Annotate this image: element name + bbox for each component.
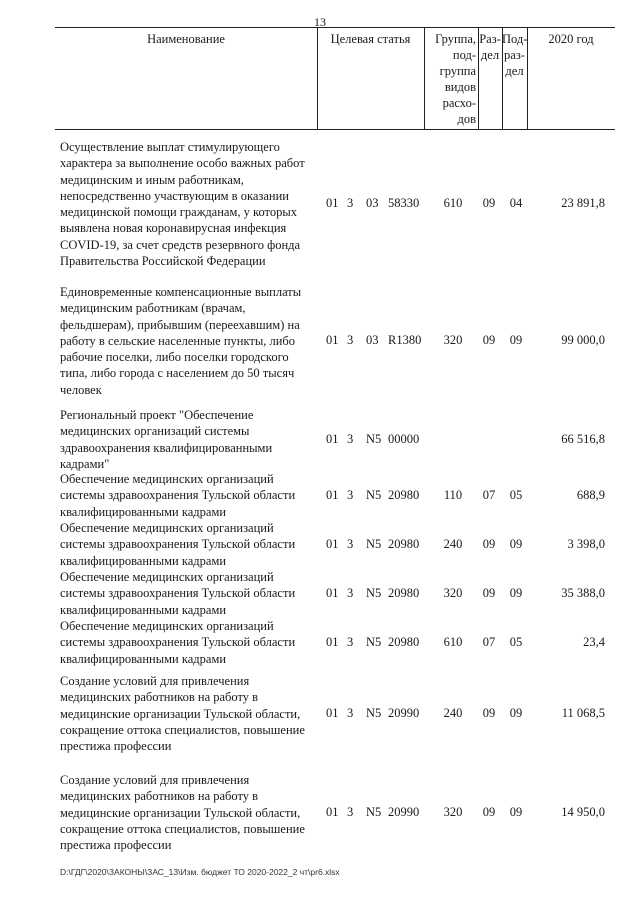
row-name: Обеспечение медицинских организаций системы здравоохранения Тульской области квалифицированными кадрами xyxy=(60,472,296,519)
razdel: 07 xyxy=(482,635,496,649)
row-name: Создание условий для привлечения медицинских работников на работу в медицинские организации Тульской области, сокращение оттока специалистов, повышение престижа профессии xyxy=(60,674,305,754)
table-header xyxy=(55,27,615,130)
header-target-article: Целевая статья xyxy=(330,32,411,46)
code-program: 01 xyxy=(326,196,339,210)
code-subprogram: 3 xyxy=(347,196,354,210)
code-expense: 20980 xyxy=(388,537,420,551)
row-name: Обеспечение медицинских организаций системы здравоохранения Тульской области квалифицированными кадрами xyxy=(60,521,296,568)
code-direction: N5 xyxy=(366,706,382,720)
razdel: 09 xyxy=(482,196,496,210)
amount-2020: 66 516,8 xyxy=(561,432,605,446)
amount-2020: 23 891,8 xyxy=(561,196,605,210)
code-program: 01 xyxy=(326,333,339,347)
header-razdel: Раз- дел xyxy=(479,32,501,62)
code-subprogram: 3 xyxy=(347,537,354,551)
podrazdel: 09 xyxy=(509,706,523,720)
code-subprogram: 3 xyxy=(347,706,354,720)
amount-2020: 3 398,0 xyxy=(567,537,605,551)
code-direction: N5 xyxy=(366,805,382,819)
code-expense: 00000 xyxy=(388,432,420,446)
code-direction: N5 xyxy=(366,432,382,446)
row-name: Создание условий для привлечения медицинских работников на работу в медицинские организации Тульской области, сокращение оттока специалистов, повышение престижа профессии xyxy=(60,773,305,853)
file-path-footer: D:\ГДГ\2020\ЗАКОНЫ\ЗАС_13\Изм. бюджет ТО 2020-2022_2 чт\pr6.xlsx xyxy=(60,867,340,877)
row-name: Региональный проект "Обеспечение медицинских организаций системы здравоохранения квалифицированными кадрами" xyxy=(60,408,273,471)
podrazdel: 09 xyxy=(509,586,523,600)
code-subprogram: 3 xyxy=(347,488,354,502)
code-subprogram: 3 xyxy=(347,635,354,649)
header-expense-group: Группа, под- группа видов расхо- дов xyxy=(435,32,476,126)
code-subprogram: 3 xyxy=(347,586,354,600)
code-direction: 03 xyxy=(366,196,379,210)
amount-2020: 23,4 xyxy=(583,635,605,649)
expense-group: 320 xyxy=(443,586,463,600)
row-name: Осуществление выплат стимулирующего характера за выполнение особо важных работ медицинским и иным работникам, непосредственно участвующим в оказании медицинской помощи гражданам, у которых выявлена новая коронавирусная инфекция COVID-19, за счет средств резервного фонда Правительства Российской Федерации xyxy=(60,140,305,269)
expense-group: 110 xyxy=(443,488,463,502)
razdel: 09 xyxy=(482,805,496,819)
code-program: 01 xyxy=(326,488,339,502)
code-program: 01 xyxy=(326,432,339,446)
podrazdel: 05 xyxy=(509,635,523,649)
header-podrazdel: Под- раз- дел xyxy=(502,32,528,78)
code-expense: 20980 xyxy=(388,635,420,649)
code-program: 01 xyxy=(326,805,339,819)
podrazdel: 09 xyxy=(509,537,523,551)
expense-group: 320 xyxy=(443,333,463,347)
page-number: 13 xyxy=(314,15,326,29)
podrazdel: 04 xyxy=(509,196,523,210)
expense-group: 320 xyxy=(443,805,463,819)
header-name: Наименование xyxy=(147,32,225,46)
expense-group: 240 xyxy=(443,706,463,720)
amount-2020: 99 000,0 xyxy=(561,333,605,347)
code-expense: 20990 xyxy=(388,805,420,819)
expense-group: 610 xyxy=(443,635,463,649)
code-subprogram: 3 xyxy=(347,432,354,446)
code-direction: 03 xyxy=(366,333,379,347)
code-direction: N5 xyxy=(366,537,382,551)
row-name: Единовременные компенсационные выплаты медицинским работникам (врачам, фельдшерам), прибывшим (переехавшим) на работу в сельские населенные пункты, либо рабочие поселки, либо поселки городского типа, либо города с населением до 50 тысяч человек xyxy=(60,285,302,397)
code-program: 01 xyxy=(326,635,339,649)
code-program: 01 xyxy=(326,537,339,551)
code-expense: 20980 xyxy=(388,586,420,600)
amount-2020: 35 388,0 xyxy=(561,586,605,600)
razdel: 09 xyxy=(482,586,496,600)
razdel: 09 xyxy=(482,333,496,347)
podrazdel: 05 xyxy=(509,488,523,502)
podrazdel: 09 xyxy=(509,333,523,347)
code-expense: 58330 xyxy=(388,196,420,210)
podrazdel: 09 xyxy=(509,805,523,819)
amount-2020: 11 068,5 xyxy=(561,706,605,720)
code-subprogram: 3 xyxy=(347,805,354,819)
razdel: 09 xyxy=(482,706,496,720)
row-name: Обеспечение медицинских организаций системы здравоохранения Тульской области квалифицированными кадрами xyxy=(60,570,296,617)
expense-group: 240 xyxy=(443,537,463,551)
row-name: Обеспечение медицинских организаций системы здравоохранения Тульской области квалифицированными кадрами xyxy=(60,619,296,666)
razdel: 09 xyxy=(482,537,496,551)
code-direction: N5 xyxy=(366,586,382,600)
code-program: 01 xyxy=(326,706,339,720)
amount-2020: 688,9 xyxy=(576,488,605,502)
code-expense: 20990 xyxy=(388,706,420,720)
code-subprogram: 3 xyxy=(347,333,354,347)
razdel: 07 xyxy=(482,488,496,502)
code-direction: N5 xyxy=(366,488,382,502)
code-expense: R1380 xyxy=(388,333,422,347)
header-year: 2020 год xyxy=(548,32,594,46)
code-expense: 20980 xyxy=(388,488,420,502)
expense-group: 610 xyxy=(443,196,463,210)
code-program: 01 xyxy=(326,586,339,600)
code-direction: N5 xyxy=(366,635,382,649)
amount-2020: 14 950,0 xyxy=(561,805,605,819)
